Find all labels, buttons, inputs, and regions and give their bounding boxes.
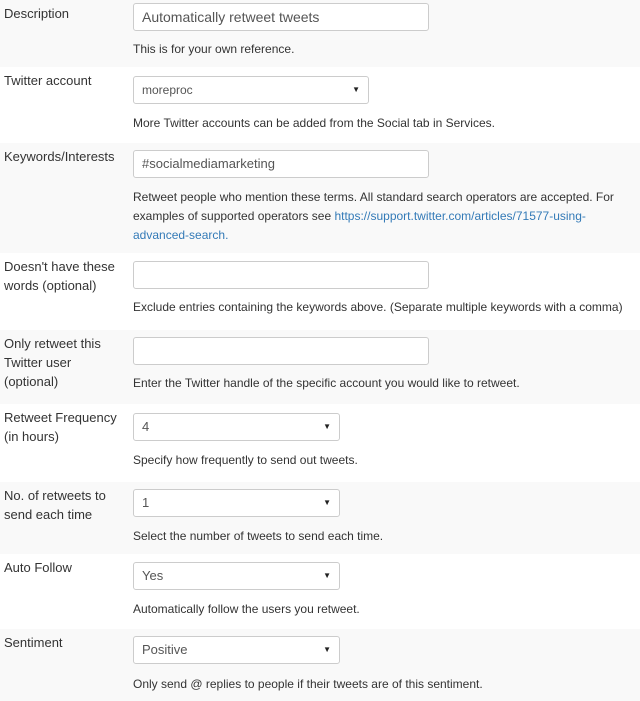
row-keywords	[0, 143, 640, 253]
twitter-account-help: More Twitter accounts can be added from the Social tab in Services.	[133, 116, 495, 130]
twitter-account-select[interactable]	[133, 76, 369, 104]
sentiment-value: Positive	[142, 642, 188, 657]
auto-follow-label: Auto Follow	[4, 560, 72, 575]
row-twitter-account	[0, 67, 640, 143]
auto-follow-value: Yes	[142, 568, 164, 583]
description-input[interactable]: Automatically retweet tweets	[133, 3, 429, 31]
description-label: Description	[4, 6, 70, 21]
row-exclude-words	[0, 253, 640, 330]
retweet-count-label: No. of retweets to send each time	[4, 488, 106, 522]
sentiment-select[interactable]	[133, 636, 340, 664]
retweet-count-select[interactable]	[133, 489, 340, 517]
retweet-count-help: Select the number of tweets to send each time.	[133, 529, 384, 543]
twitter-account-value: moreproc	[142, 83, 193, 97]
keywords-help	[133, 188, 628, 245]
only-user-input[interactable]	[133, 337, 429, 365]
row-frequency	[0, 404, 640, 482]
auto-follow-select[interactable]	[133, 562, 340, 590]
exclude-words-help: Exclude entries containing the keywords above. (Separate multiple keywords with a comma)	[133, 300, 623, 314]
auto-follow-help: Automatically follow the users you retweet.	[133, 602, 360, 616]
frequency-label: Retweet Frequency (in hours)	[4, 410, 117, 444]
keywords-label: Keywords/Interests	[4, 149, 115, 164]
description-help: This is for your own reference.	[133, 42, 295, 56]
exclude-words-input[interactable]	[133, 261, 429, 289]
row-retweet-count	[0, 482, 640, 554]
exclude-words-label: Doesn't have these words (optional)	[4, 259, 115, 293]
frequency-select[interactable]	[133, 413, 340, 441]
retweet-count-value: 1	[142, 495, 150, 510]
row-description	[0, 0, 640, 67]
row-sentiment	[0, 629, 640, 701]
twitter-account-label: Twitter account	[4, 73, 92, 88]
keywords-input[interactable]: #socialmediamarketing	[133, 150, 429, 178]
frequency-value: 4	[142, 419, 150, 434]
sentiment-help: Only send @ replies to people if their tweets are of this sentiment.	[133, 677, 483, 691]
help-period: .	[225, 228, 229, 242]
sentiment-label: Sentiment	[4, 635, 63, 650]
only-user-help: Enter the Twitter handle of the specific account you would like to retweet.	[133, 376, 520, 390]
advanced-search-link[interactable]: https://support.twitter.com/articles/71577-using-advanced-search	[133, 209, 586, 242]
row-only-user	[0, 330, 640, 404]
only-user-label: Only retweet this Twitter user (optional)	[4, 336, 101, 389]
keywords-help-text: Retweet people who mention these terms. All standard search operators are accepted. For examples of supported operators see	[133, 190, 614, 223]
frequency-help: Specify how frequently to send out tweets.	[133, 453, 358, 467]
row-auto-follow	[0, 554, 640, 629]
